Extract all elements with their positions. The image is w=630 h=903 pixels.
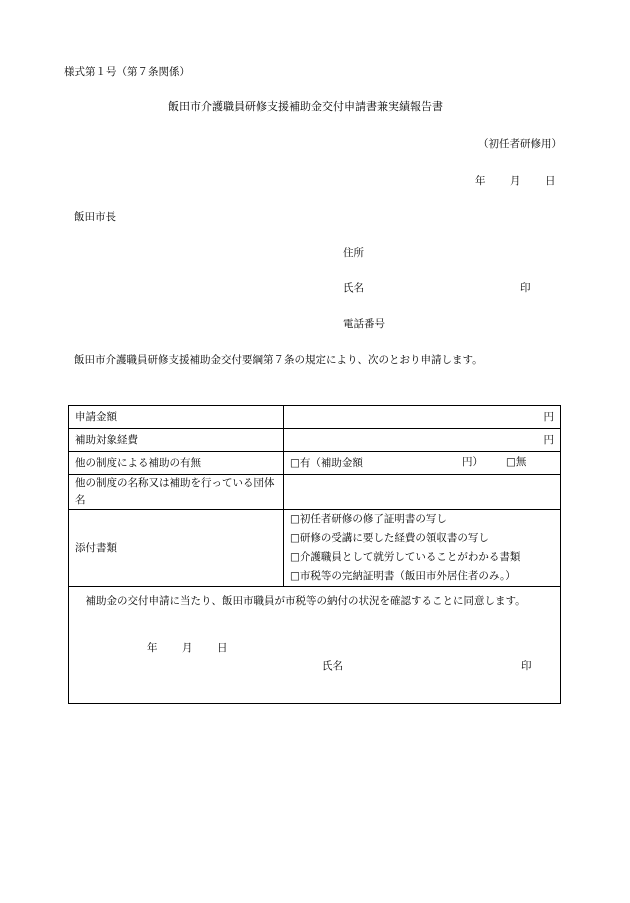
consent-date-year: 年 bbox=[147, 642, 158, 654]
consent-date-month: 月 bbox=[182, 642, 193, 654]
table-row bbox=[69, 475, 561, 510]
date-day: 日 bbox=[545, 175, 556, 187]
amount-unit: 円 bbox=[543, 410, 554, 423]
document-subtitle: （初任者研修用） bbox=[478, 138, 562, 150]
consent-name-label: 氏名 bbox=[322, 660, 343, 672]
consent-cell bbox=[69, 587, 561, 704]
address-label: 住所 bbox=[343, 247, 364, 259]
attachment-checkbox[interactable]: □初任者研修の修了証明書の写し bbox=[290, 513, 447, 525]
consent-text: 補助金の交付申請に当たり、飯田市職員が市税等の納付の状況を確認することに同意します。 bbox=[85, 595, 526, 607]
table-row bbox=[69, 510, 561, 587]
other-subsidy-label: 他の制度による補助の有無 bbox=[69, 452, 284, 475]
cost-field[interactable] bbox=[284, 429, 561, 452]
other-subsidy-field bbox=[284, 452, 561, 475]
amount-label: 申請金額 bbox=[69, 406, 284, 429]
phone-label: 電話番号 bbox=[343, 318, 385, 330]
other-program-name-label: 他の制度の名称又は補助を行っている団体名 bbox=[69, 475, 284, 510]
attachments-label: 添付書類 bbox=[69, 510, 284, 587]
other-yes-checkbox[interactable]: □有（補助金額 bbox=[290, 456, 363, 469]
form-number: 様式第１号（第７条関係） bbox=[64, 66, 190, 78]
application-table bbox=[68, 405, 561, 704]
intro-text: 飯田市介護職員研修支援補助金交付要綱第７条の規定により、次のとおり申請します。 bbox=[74, 354, 483, 366]
attachment-checkbox[interactable]: □市税等の完納証明書（飯田市外居住者のみ。） bbox=[290, 570, 516, 582]
other-program-name-field[interactable] bbox=[284, 475, 561, 510]
other-no-checkbox[interactable]: □無 bbox=[506, 456, 527, 468]
seal-mark: 印 bbox=[520, 282, 531, 294]
amount-field[interactable] bbox=[284, 406, 561, 429]
table-row bbox=[69, 406, 561, 429]
attachments-list bbox=[284, 510, 561, 587]
consent-seal: 印 bbox=[521, 660, 532, 672]
consent-date-day: 日 bbox=[217, 642, 228, 654]
attachment-checkbox[interactable]: □研修の受講に要した経費の領収書の写し bbox=[290, 532, 489, 544]
date-month: 月 bbox=[510, 175, 521, 187]
table-row bbox=[69, 452, 561, 475]
other-yes-unit: 円） bbox=[462, 456, 483, 468]
addressee: 飯田市長 bbox=[74, 211, 116, 223]
table-row bbox=[69, 429, 561, 452]
attachment-checkbox[interactable]: □介護職員として就労していることがわかる書類 bbox=[290, 551, 521, 563]
date-year: 年 bbox=[475, 175, 486, 187]
cost-label: 補助対象経費 bbox=[69, 429, 284, 452]
name-label: 氏名 bbox=[343, 282, 364, 294]
document-title: 飯田市介護職員研修支援補助金交付申請書兼実績報告書 bbox=[168, 100, 443, 113]
table-row bbox=[69, 587, 561, 704]
cost-unit: 円 bbox=[543, 433, 554, 446]
